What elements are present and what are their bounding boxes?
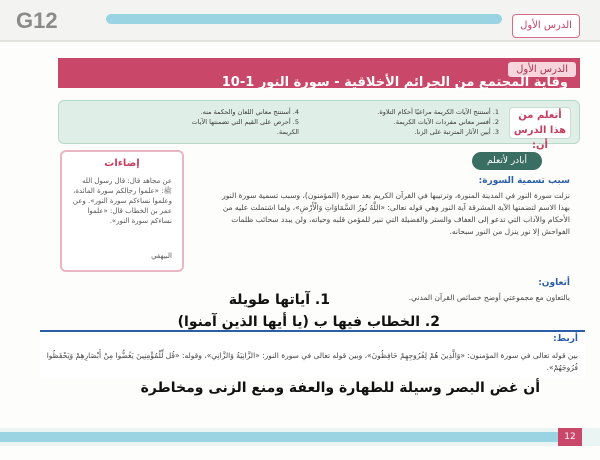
- objective-item: 5. أحرص على القيم التي تضمنتها الآيات: [191, 118, 299, 126]
- activity-tag: أبادر لأتعلم: [472, 152, 542, 170]
- section-naming-title: سبب تسمية السورة:: [478, 176, 570, 186]
- lesson-label: الدرس الأول: [508, 62, 576, 77]
- objective-item: 2. أفسر معاني مفردات الآيات الكريمة.: [393, 118, 499, 126]
- insights-title: إضاءات: [104, 158, 140, 169]
- objective-item: 4. أستنتج معاني اللعان والحكمة منه.: [200, 108, 299, 116]
- insights-box: [60, 150, 184, 272]
- objective-item: 3. أبين الآثار المترتبة على الزنا.: [414, 128, 499, 136]
- handwritten-note-1: 1. آياتها طويلة: [228, 292, 330, 308]
- objectives-label: أتعلم من هذا الدرس أن:: [509, 107, 571, 139]
- objective-item: 1. أستنتج الآيات الكريمة مراعيًا أحكام التلاوة.: [377, 108, 499, 116]
- section-naming-text: نزلت سورة النور في المدينة المنورة، وترتيبها في القرآن الكريم بعد سورة (المؤمنون)، وسبب تسمية سورة النور بهذا الاسم لتضمنها الآية المشرقة آية النور وهي قوله تعالى: «اللَّهُ نُورُ السَّمَاوَاتِ وَالْأَرْضِ»، ولما اشتملت عليه من الأحكام والآداب التي تدعو إلى العفاف والستر والفضيلة التي تنير للمؤمن قلبه وحياته، ولن يبدد سحائب ظلمات الفواحش إلا نور ينزل من النور سبحانه.: [222, 191, 570, 236]
- grade-label: G12: [16, 8, 58, 33]
- footer-decor-strip: [0, 432, 560, 442]
- top-bar: [0, 0, 600, 42]
- handwritten-note-2: 2. الخطاب فيها ب (يا أيها الذين آمنوا): [177, 314, 440, 330]
- section-cooperate-text: بالتعاون مع مجموعتي أوضح خصائص القرآن المدني.: [408, 293, 570, 302]
- top-decor-strip: [106, 14, 502, 24]
- insights-source: البيهقي: [151, 252, 172, 260]
- section-link-text: بين قوله تعالى في سورة المؤمنون: «وَالَّذِينَ هُمْ لِفُرُوجِهِمْ حَافِظُونَ»، وبين قوله تعالى في سورة النور: «الزَّانِيَةُ وَالزَّانِي»، وقوله: «قُل لِّلْمُؤْمِنِينَ يَغُضُّوا مِنْ أَبْصَارِهِمْ وَيَحْفَظُوا فُرُوجَهُمْ».: [46, 351, 578, 372]
- lesson-title: وقاية المجتمع من الجرائم الأخلاقية - سورة النور 1-10: [221, 75, 568, 90]
- insights-text: عن مجاهد قال: قال رسول الله ﷺ: «علموا رجالكم سورة المائدة، وعلموا نساءكم سورة النور». وعن عمر بن الخطاب قال: «علموا نساءكم سورة النور».: [72, 177, 172, 225]
- objective-item: الكريمة.: [276, 128, 299, 136]
- objectives-box: [58, 100, 580, 151]
- section-cooperate-title: أتعاون:: [538, 278, 570, 288]
- section-link-title: أربط:: [553, 334, 578, 344]
- page-number: 12: [558, 428, 582, 446]
- objectives-column-2: [129, 107, 299, 137]
- lesson-tab: الدرس الأول: [512, 14, 580, 38]
- handwritten-answer: أن غض البصر وسيلة للطهارة والعفة ومنع الزنى ومخاطرة: [140, 380, 540, 396]
- objectives-column-1: [329, 107, 499, 137]
